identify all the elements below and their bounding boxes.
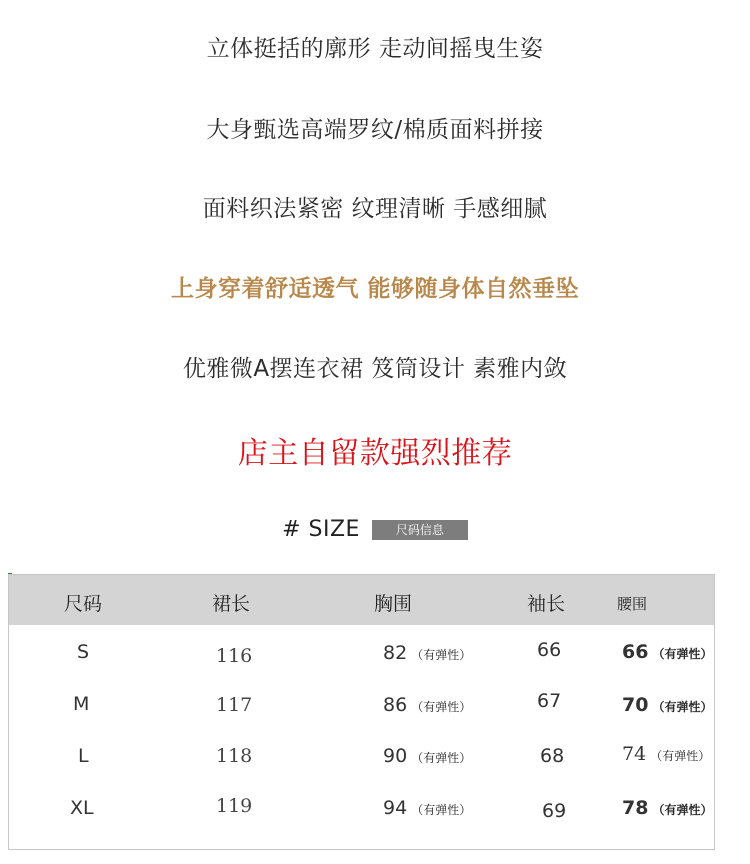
- waist-note: （有弹性）: [652, 700, 713, 714]
- cell-bust: [383, 694, 471, 716]
- cell-waist: [622, 797, 712, 819]
- header-sleeve: 袖长: [527, 593, 566, 615]
- table-row: [9, 627, 714, 679]
- size-table: [8, 574, 715, 850]
- table-header: [9, 575, 714, 625]
- cell-bust: [383, 642, 471, 664]
- bust-value: 82: [383, 642, 408, 664]
- cell-waist: [622, 743, 710, 765]
- table-row: [9, 679, 714, 731]
- size-title: # SIZE: [282, 517, 360, 542]
- header-waist: 腰围: [617, 595, 648, 613]
- header-size: 尺码: [64, 593, 103, 615]
- cell-size: L: [78, 745, 89, 767]
- waist-note: （有弹性）: [650, 749, 711, 763]
- bust-note: （有弹性）: [411, 751, 472, 765]
- cell-size: M: [73, 693, 90, 715]
- bust-note: （有弹性）: [411, 648, 472, 662]
- desc-line-recommend: 店主自留款强烈推荐: [237, 436, 513, 471]
- waist-note: （有弹性）: [652, 803, 713, 817]
- waist-value: 66: [622, 641, 649, 663]
- cell-bust: [383, 745, 471, 767]
- waist-value: 78: [622, 797, 649, 819]
- size-info-tag: 尺码信息: [372, 520, 468, 540]
- cell-sleeve: 69: [542, 800, 567, 822]
- cell-sleeve: 67: [537, 690, 562, 712]
- waist-note: （有弹性）: [652, 647, 713, 661]
- header-length: 裙长: [212, 593, 251, 615]
- bust-value: 86: [383, 694, 408, 716]
- cell-sleeve: 68: [540, 745, 565, 767]
- bust-note: （有弹性）: [411, 803, 472, 817]
- cell-length: 119: [216, 795, 253, 817]
- cell-sleeve: 66: [537, 639, 562, 661]
- bust-value: 94: [383, 797, 408, 819]
- cell-waist: [622, 641, 712, 663]
- header-bust: 胸围: [374, 593, 413, 615]
- desc-line-comfort: 上身穿着舒适透气 能够随身体自然垂坠: [170, 276, 579, 302]
- waist-value: 70: [622, 694, 649, 716]
- cell-bust: [383, 797, 471, 819]
- desc-line-fabric: 大身甄选高端罗纹/棉质面料拼接: [206, 117, 544, 143]
- cell-length: 118: [216, 745, 253, 767]
- table-row: [9, 731, 714, 783]
- bust-value: 90: [383, 745, 408, 767]
- cell-length: 116: [216, 645, 253, 667]
- desc-line-texture: 面料织法紧密 纹理清晰 手感细腻: [202, 196, 548, 222]
- desc-line-design: 优雅微A摆连衣裙 笈筒设计 素雅内敛: [182, 356, 568, 382]
- cell-waist: [622, 694, 712, 716]
- desc-line-silhouette: 立体挺括的廓形 走动间摇曳生姿: [206, 36, 544, 62]
- bust-note: （有弹性）: [411, 700, 472, 714]
- cell-size: S: [77, 641, 90, 663]
- cell-length: 117: [216, 694, 253, 716]
- size-heading: [0, 517, 750, 542]
- table-row: [9, 783, 714, 835]
- waist-value: 74: [622, 743, 647, 765]
- cell-size: XL: [70, 797, 94, 819]
